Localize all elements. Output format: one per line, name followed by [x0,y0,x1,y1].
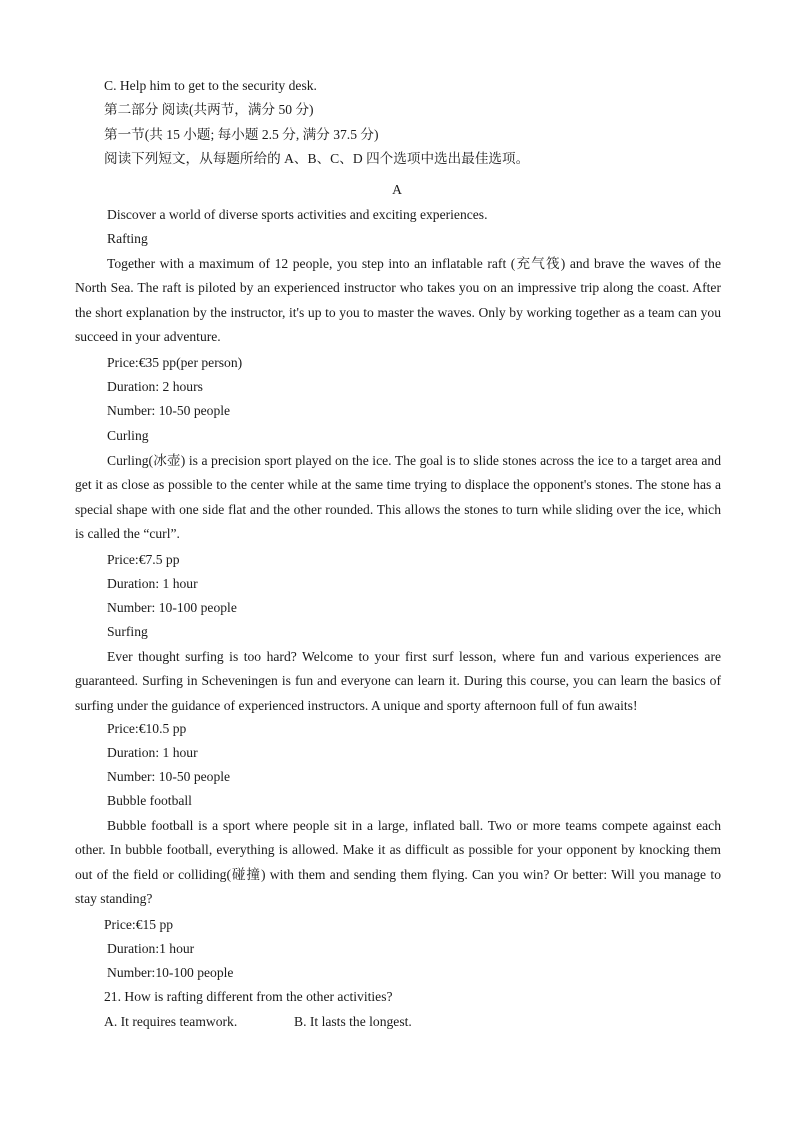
reading-instruction: 阅读下列短文，从每题所给的 A、B、C、D 四个选项中选出最佳选项。 [104,151,530,166]
activity-title-curling: Curling [107,428,149,443]
activity-number-rafting: Number: 10-50 people [107,403,231,418]
activity-price-rafting: Price:€35 pp(per person) [107,355,243,370]
activity-title-rafting: Rafting [107,231,148,246]
activity-description-surfing: Ever thought surfing is too hard? Welcome to your first surf lesson, where fun and various experiences are guaranteed. Surfing in Scheveningen is fun and everyone can learn it. During this course, you can learn the basics of surfing under the guidance of experienced instructors. A unique and sporty afternoon full of fun awaits! [75,649,721,713]
activity-duration-surfing: Duration: 1 hour [107,745,198,760]
activity-number-bubble-football: Number:10-100 people [107,965,234,980]
activity-title-bubble-football: Bubble football [107,793,192,808]
activity-description-bubble-football: Bubble football is a sport where people sit in a large, inflated ball. Two or more teams compete against each other. In bubble football, everything is allowed. Make it as difficult as possible for your opponent by knocking them out of the field or colliding(碰撞) with them and sending them flying. Can you win? Or better: Will you manage to stay standing? [75,818,721,907]
question-21-option-a: A. It requires teamwork. [104,1014,238,1029]
section-one-heading: 第一节(共 15 小题; 每小题 2.5 分, 满分 37.5 分) [104,127,379,142]
activity-title-surfing: Surfing [107,624,148,639]
activity-price-surfing: Price:€10.5 pp [107,721,187,736]
passage-intro: Discover a world of diverse sports activities and exciting experiences. [107,207,488,222]
activity-duration-curling: Duration: 1 hour [107,576,198,591]
question-21-option-b: B. It lasts the longest. [294,1014,412,1029]
previous-option-c: C. Help him to get to the security desk. [104,78,317,93]
question-21-stem: 21. How is rafting different from the other activities? [104,989,393,1004]
activity-price-curling: Price:€7.5 pp [107,552,180,567]
activity-price-bubble-football: Price:€15 pp [104,917,174,932]
activity-description-curling: Curling(冰壶) is a precision sport played on the ice. The goal is to slide stones across the ice to a target area and get it as close as possible to the center while at the same time trying to displace the opponent's stones. The stone has a special shape with one side flat and the other rounded. This allows the stones to turn while sliding over the ice, which is called the “curl”. [75,453,721,542]
part-two-heading: 第二部分 阅读(共两节，满分 50 分) [104,102,314,117]
activity-number-surfing: Number: 10-50 people [107,769,231,784]
activity-duration-rafting: Duration: 2 hours [107,379,203,394]
activity-number-curling: Number: 10-100 people [107,600,237,615]
activity-duration-bubble-football: Duration:1 hour [107,941,195,956]
activity-description-rafting: Together with a maximum of 12 people, you step into an inflatable raft (充气筏) and brave the waves of the North Sea. The raft is piloted by an experienced instructor who takes you on an impressive trip along the coast. After the short explanation by the instructor, it's up to you to master the waves. Only by working together as a team can you succeed in your adventure. [75,256,721,345]
passage-label: A [392,182,402,197]
